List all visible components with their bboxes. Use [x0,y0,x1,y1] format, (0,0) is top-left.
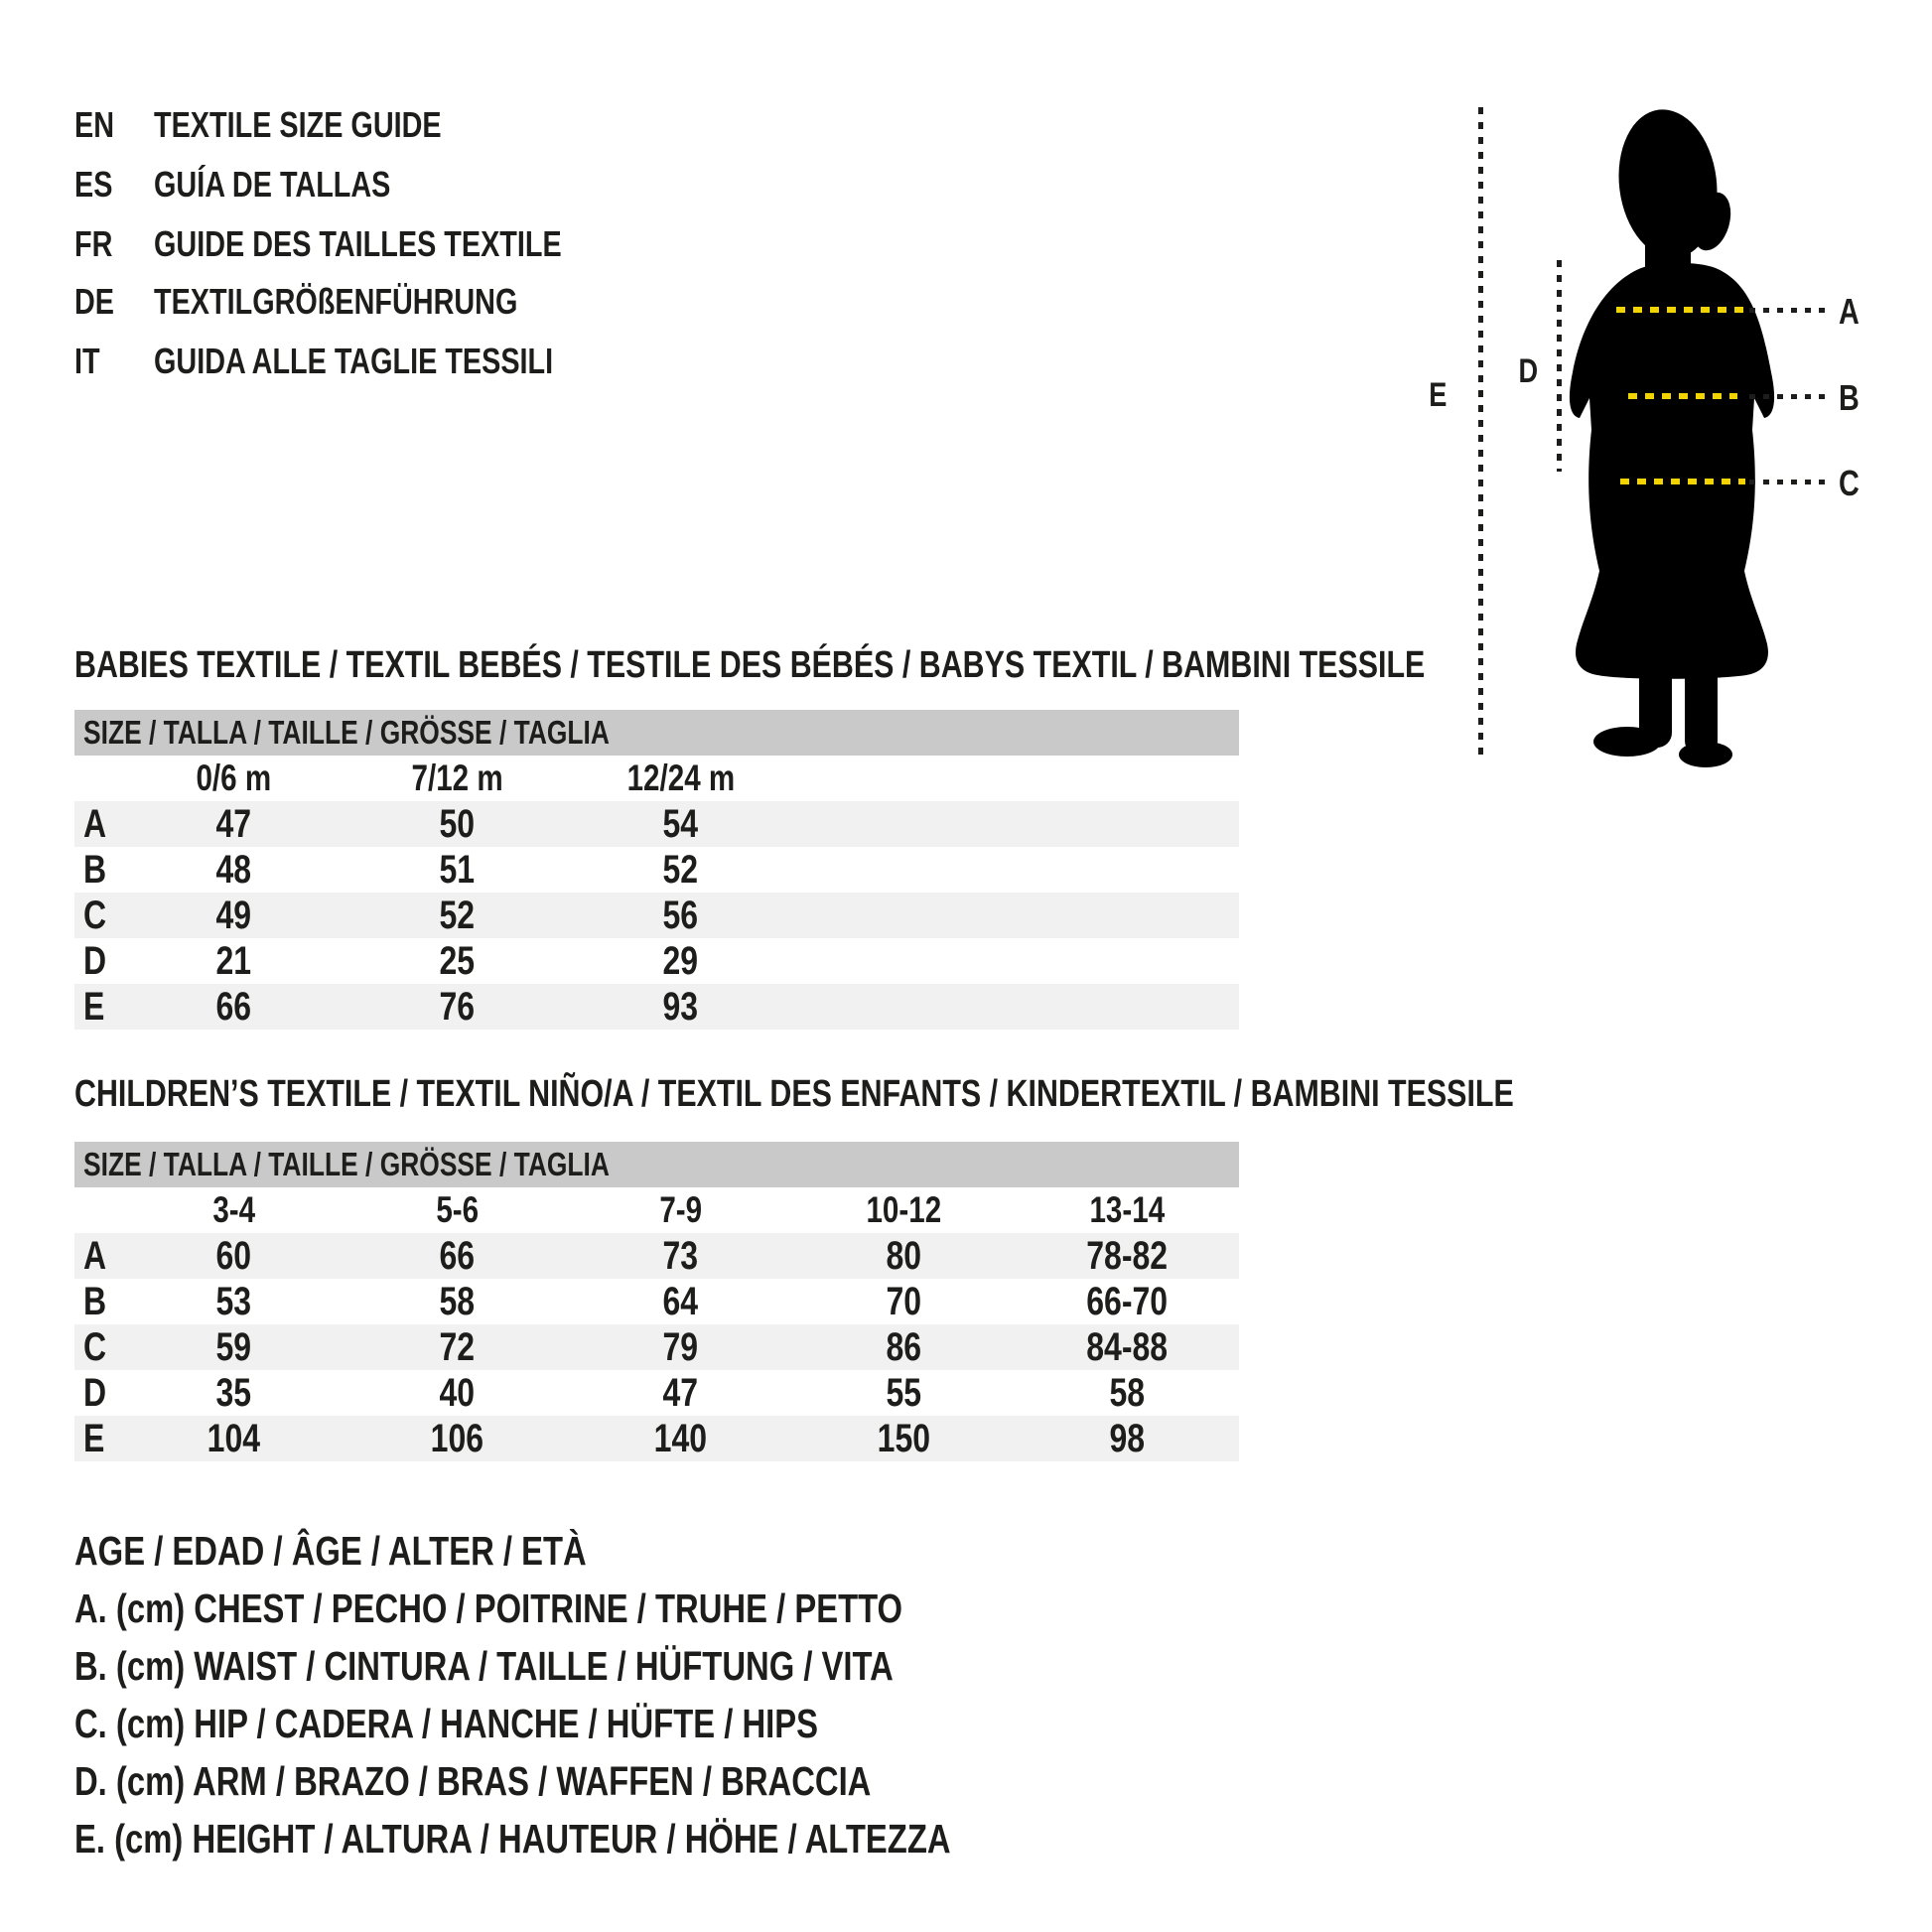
children-col-header-row [74,1187,1239,1233]
children-col-header-4: 10-12 [866,1189,942,1230]
children-col-header-3: 7-9 [659,1189,702,1230]
lang-code-en: EN [74,104,115,145]
figure-label-arm: D [1518,352,1539,390]
legend-chest: A. (cm) CHEST / PECHO / POITRINE / TRUHE / PETTO [74,1586,903,1631]
waist-dash-black [1749,394,1827,399]
lang-code-es: ES [74,164,113,205]
hip-dash-black [1749,480,1827,484]
arm-measure-line [1557,260,1562,472]
children-col-header-5: 13-14 [1089,1189,1166,1230]
lang-title-de: TEXTILGRÖßENFÜHRUNG [154,281,518,322]
figure-label-waist: B [1839,377,1860,418]
lang-title-it: GUIDA ALLE TAGLIE TESSILI [154,341,554,381]
children-row-d: D 35 40 47 55 58 [83,1370,1146,1415]
children-size-header-bar [74,1142,1239,1187]
lang-title-fr: GUIDE DES TAILLES TEXTILE [154,223,562,264]
babies-col-header-1: 0/6 m [196,758,272,798]
children-col-header-1: 3-4 [212,1189,255,1230]
children-row-b: B 53 58 64 70 66-70 [83,1279,1169,1323]
legend-arm: D. (cm) ARM / BRAZO / BRAS / WAFFEN / BRACCIA [74,1758,872,1804]
babies-col-header-2: 7/12 m [411,758,503,798]
chest-dash-yellow [1616,307,1743,313]
children-section-heading: CHILDREN’S TEXTILE / TEXTIL NIÑO/A / TEXTIL DES ENFANTS / KINDERTEXTIL / BAMBINI TESSILE [74,1073,1514,1115]
chest-dash-black [1749,308,1827,313]
figure-label-height: E [1429,376,1448,414]
babies-col-header-row [74,756,1239,801]
babies-col-header-3: 12/24 m [626,758,735,798]
legend-waist: B. (cm) WAIST / CINTURA / TAILLE / HÜFTUNG / VITA [74,1643,894,1689]
babies-row-c: C 49 52 56 [74,893,1239,938]
figure-label-hip: C [1839,463,1860,503]
children-col-header-2: 5-6 [436,1189,479,1230]
babies-row-d: D 21 25 29 [83,938,699,983]
children-size-header-text: SIZE / TALLA / TAILLE / GRÖSSE / TAGLIA [83,1146,610,1182]
children-row-e: E 104 106 140 150 98 [74,1416,1239,1461]
babies-size-header-text: SIZE / TALLA / TAILLE / GRÖSSE / TAGLIA [83,714,610,751]
babies-section-heading: BABIES TEXTILE / TEXTIL BEBÉS / TESTILE DES BÉBÉS / BABYS TEXTIL / BAMBINI TESSILE [74,644,1426,686]
babies-row-e: E 66 76 93 [74,984,1239,1030]
lang-title-es: GUÍA DE TALLAS [154,164,391,205]
waist-dash-yellow [1628,393,1737,399]
babies-row-b: B 48 51 52 [83,847,699,892]
legend-hip: C. (cm) HIP / CADERA / HANCHE / HÜFTE / HIPS [74,1701,819,1746]
figure-label-chest: A [1839,291,1860,332]
lang-code-it: IT [74,341,100,381]
lang-code-de: DE [74,281,115,322]
legend-age: AGE / EDAD / ÂGE / ALTER / ETÀ [74,1528,587,1574]
children-row-c: C 59 72 79 86 84-88 [74,1324,1239,1370]
babies-size-header-bar [74,710,1239,756]
babies-row-a: A 47 50 54 [74,801,1239,847]
lang-code-fr: FR [74,223,113,264]
legend-height: E. (cm) HEIGHT / ALTURA / HAUTEUR / HÖHE / ALTEZZA [74,1816,951,1862]
hip-dash-yellow [1620,479,1745,484]
children-row-a: A 60 66 73 80 78-82 [74,1233,1239,1279]
lang-title-en: TEXTILE SIZE GUIDE [154,104,442,145]
